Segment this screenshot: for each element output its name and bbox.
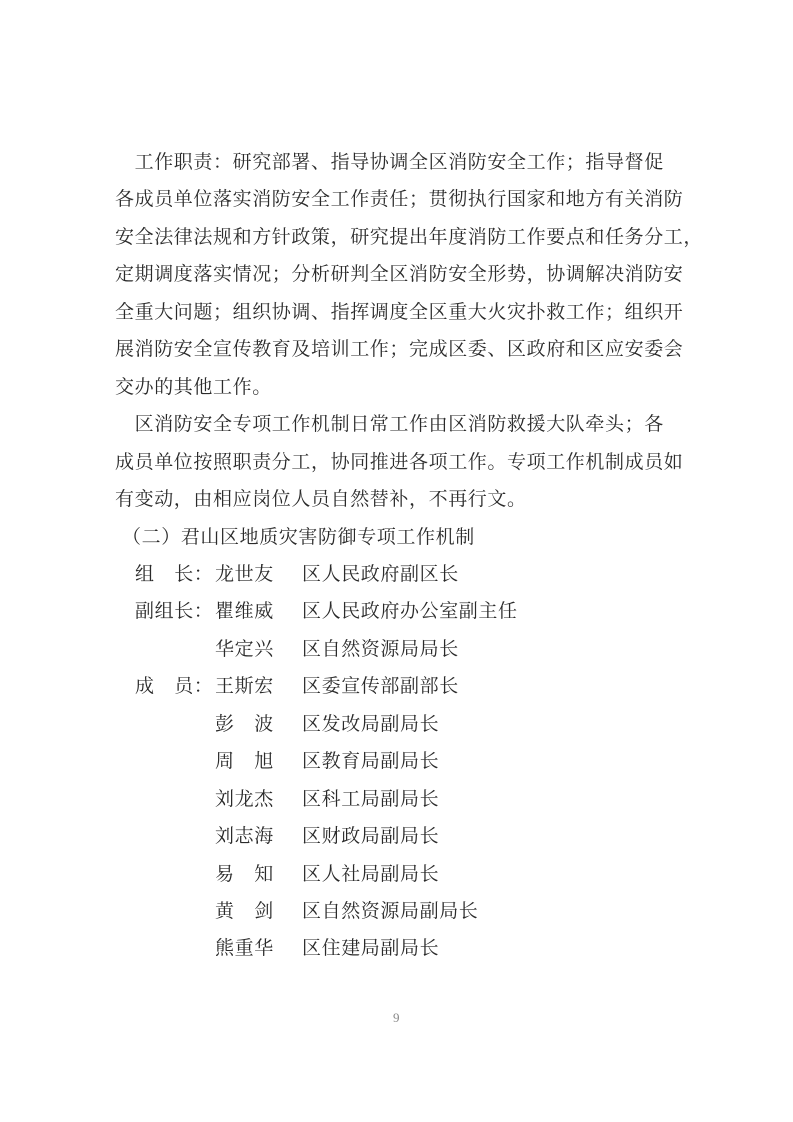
member-title: 区发改局副局长 (302, 712, 440, 735)
member-name: 王斯宏 (215, 675, 274, 698)
member-name: 熊重华 (215, 937, 274, 960)
member-name: 易 知 (215, 862, 274, 885)
paragraph-line: 区消防安全专项工作机制日常工作由区消防救援大队牵头；各 (115, 413, 664, 436)
role-label: 成 员： (135, 675, 214, 698)
member-name: 彭 波 (215, 712, 274, 735)
member-name: 龙世友 (215, 562, 274, 585)
member-name: 刘龙杰 (215, 787, 274, 810)
member-title: 区科工局副局长 (302, 787, 440, 810)
member-title: 区人社局副局长 (302, 862, 440, 885)
member-title: 区教育局副局长 (302, 750, 440, 773)
paragraph-line: 展消防安全宣传教育及培训工作；完成区委、区政府和区应安委会 (115, 338, 684, 361)
role-label: 组 长： (135, 562, 214, 585)
paragraph-line: 安全法律法规和方针政策，研究提出年度消防工作要点和任务分工， (115, 225, 704, 248)
page-number: 9 (393, 1010, 400, 1025)
paragraph-line: 全重大问题；组织协调、指挥调度全区重大火灾扑救工作；组织开 (115, 300, 684, 323)
member-title: 区财政局副局长 (302, 825, 440, 848)
paragraph-line: 各成员单位落实消防安全工作责任；贯彻执行国家和地方有关消防 (115, 188, 684, 211)
member-title: 区人民政府副区长 (302, 562, 459, 585)
member-title: 区委宣传部副部长 (302, 675, 459, 698)
paragraph-line: 定期调度落实情况；分析研判全区消防安全形势，协调解决消防安 (115, 263, 684, 286)
member-name: 周 旭 (215, 750, 274, 773)
member-name: 瞿维威 (215, 600, 274, 623)
member-title: 区自然资源局副局长 (302, 900, 479, 922)
member-name: 华定兴 (215, 637, 274, 660)
paragraph-line: 成员单位按照职责分工，协同推进各项工作。专项工作机制成员如 (115, 450, 684, 473)
paragraph-line: 有变动，由相应岗位人员自然替补，不再行文。 (115, 488, 527, 511)
member-title: 区人民政府办公室副主任 (302, 600, 518, 623)
member-title: 区住建局副局长 (302, 937, 440, 960)
paragraph-line: 工作职责：研究部署、指导协调全区消防安全工作；指导督促 (115, 151, 664, 173)
role-label: 副组长： (135, 600, 214, 623)
section-heading: （二）君山区地质灾害防御专项工作机制 (122, 525, 475, 548)
member-name: 黄 剑 (215, 900, 274, 922)
paragraph-line: 交办的其他工作。 (115, 375, 272, 398)
member-title: 区自然资源局局长 (302, 637, 459, 660)
member-name: 刘志海 (215, 825, 274, 848)
